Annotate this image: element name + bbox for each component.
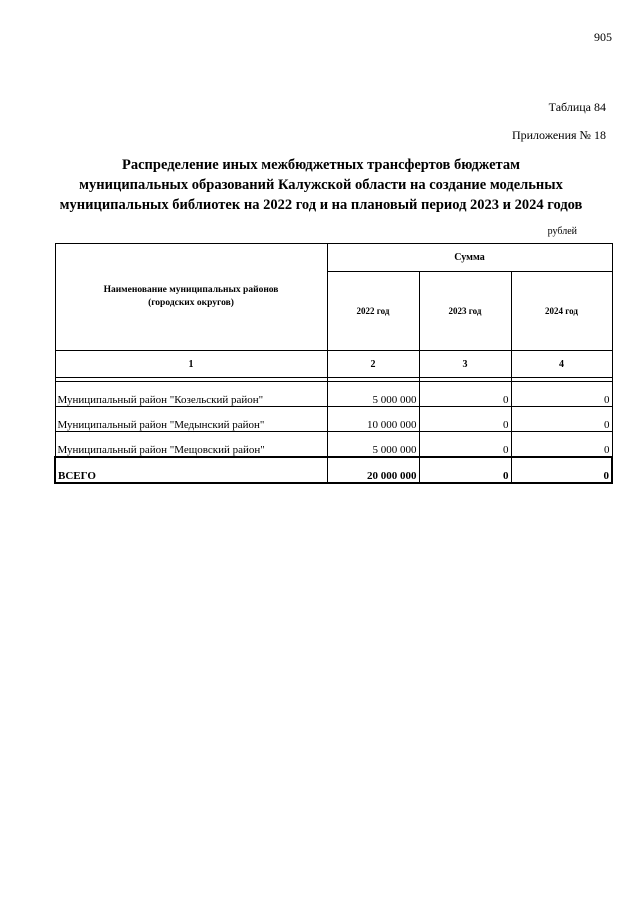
district-name: Муниципальный район "Козельский район": [55, 382, 327, 407]
district-name: Муниципальный район "Мещовский район": [55, 432, 327, 458]
table-header-row: [55, 244, 612, 272]
table-row: [55, 382, 612, 407]
amount-2024: 0: [511, 382, 612, 407]
column-number-1: 1: [55, 351, 327, 378]
name-column-header: [55, 244, 327, 351]
amount-2022: 5 000 000: [327, 382, 419, 407]
year-header-2022: 2022 год: [327, 272, 419, 351]
name-header-line-1: Наименование муниципальных районов: [103, 285, 279, 295]
amount-2024: 0: [511, 407, 612, 432]
units-label: рублей: [547, 226, 577, 237]
table-row: [55, 407, 612, 432]
appendix-reference: Приложения № 18: [511, 128, 606, 142]
amount-2024: 0: [511, 432, 612, 458]
table-reference: Таблица 84: [548, 100, 606, 114]
amount-2023: 0: [419, 407, 511, 432]
amount-2023: 0: [419, 382, 511, 407]
document-title: [40, 155, 602, 215]
column-number-2: 2: [327, 351, 419, 378]
column-number-3: 3: [419, 351, 511, 378]
page-number: 905: [594, 30, 612, 44]
total-label: ВСЕГО: [55, 457, 327, 483]
sum-column-header: Сумма: [327, 244, 612, 272]
year-header-2024: 2024 год: [511, 272, 612, 351]
total-2023: 0: [419, 457, 511, 483]
year-header-2023: 2023 год: [419, 272, 511, 351]
total-2024: 0: [511, 457, 612, 483]
table-row: [55, 432, 612, 458]
column-number-4: 4: [511, 351, 612, 378]
title-line-2: муниципальных образований Калужской области на создание модельных: [79, 177, 563, 193]
name-header-line-2: (городских округов): [148, 298, 234, 308]
amount-2022: 10 000 000: [327, 407, 419, 432]
district-name: Муниципальный район "Медынский район": [55, 407, 327, 432]
title-line-1: Распределение иных межбюджетных трансфертов бюджетам: [122, 157, 520, 173]
total-row: [55, 457, 612, 483]
transfers-table: [54, 243, 613, 484]
total-2022: 20 000 000: [327, 457, 419, 483]
amount-2023: 0: [419, 432, 511, 458]
column-number-row: [55, 351, 612, 378]
title-line-3: муниципальных библиотек на 2022 год и на плановый период 2023 и 2024 годов: [59, 197, 583, 213]
amount-2022: 5 000 000: [327, 432, 419, 458]
